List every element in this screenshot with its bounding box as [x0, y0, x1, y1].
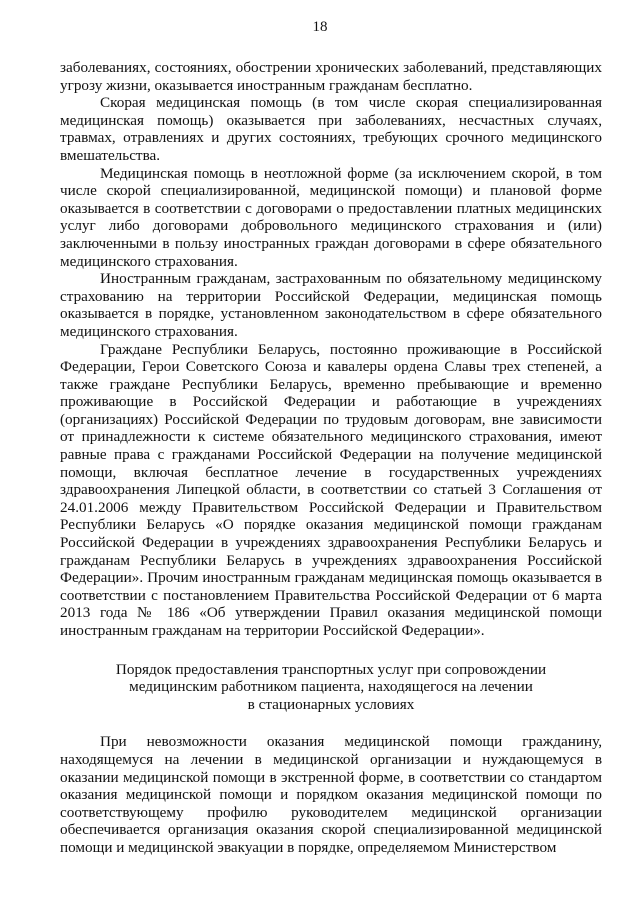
- section-heading-line: Порядок предоставления транспортных услуг при сопровождении: [115, 660, 547, 678]
- page-number: 18: [312, 19, 328, 35]
- paragraph-continued: заболеваниях, состояниях, обострении хронических заболеваний, представляющих угрозу жизни, оказывается иностранным гражданам бесплатно.: [60, 59, 602, 94]
- section-heading-line: медицинским работником пациента, находящегося на лечении: [129, 678, 533, 696]
- section-heading-line: в стационарных условиях: [247, 695, 415, 713]
- paragraph-insured-foreigners: Иностранным гражданам, застрахованным по обязательному медицинскому страхованию на территории Российской Федерации, медицинская помощь оказывается в порядке, установленном законодательством в сфере обязательного медицинского страхования.: [60, 270, 602, 340]
- paragraph-urgent-care: Медицинская помощь в неотложной форме (за исключением скорой, в том числе скорой специализированной, медицинской помощи) и плановой форме оказывается в соответствии с договорами о предоставлении платных медицинских услуг либо договорами добровольного медицинского страхования и (или) заключенными в пользу иностранных граждан договорами в сфере обязательного медицинского страхования.: [60, 164, 602, 270]
- paragraph-belarus-citizens: Граждане Республики Беларусь, постоянно проживающие в Российской Федерации, Герои Советского Союза и кавалеры ордена Славы трех степеней, а также граждане Республики Беларусь, временно пребывающие и временно проживающие в Российской Федерации и работающие в учреждениях (организациях) Российской Федерации по трудовым договорам, вне зависимости от принадлежности к системе обязательного медицинского страхования, имеют равные права с гражданами Российской Федерации на получение медицинской помощи, включая бесплатное лечение в государственных учреждениях здравоохранения Липецкой области, в соответствии со статьей 3 Соглашения от 24.01.2006 между Правительством Российской Федерации и Правительством Республики Беларусь «О порядке оказания медицинской помощи гражданам Российской Федерации в учреждениях здравоохранения Республики Беларусь и гражданам Республики Беларусь в учреждениях здравоохранения Российской Федерации». Прочим иностранным гражданам медицинская помощь оказывается в соответствии с постановлением Правительства Российской Федерации от 6 марта 2013 года № 186 «Об утверждении Правил оказания медицинской помощи иностранным гражданам на территории Российской Федерации».: [60, 340, 602, 639]
- paragraph-ambulance: Скорая медицинская помощь (в том числе скорая специализированная медицинская помощь) оказывается при заболеваниях, несчастных случаях, травмах, отравлениях и других состояниях, требующих срочного медицинского вмешательства.: [60, 94, 602, 164]
- section-heading: [60, 661, 602, 714]
- document-body: [60, 59, 602, 857]
- paragraph-transport-services: При невозможности оказания медицинской помощи гражданину, находящемуся на лечении в медицинской организации и нуждающемуся в оказании медицинской помощи в экстренной форме, в соответствии со стандартом оказания медицинской помощи и порядком оказания медицинской помощи по соответствующему профилю руководителем медицинской организации обеспечивается организация оказания скорой специализированной медицинской помощи и медицинской эвакуации в порядке, определяемом Министерством: [60, 733, 602, 856]
